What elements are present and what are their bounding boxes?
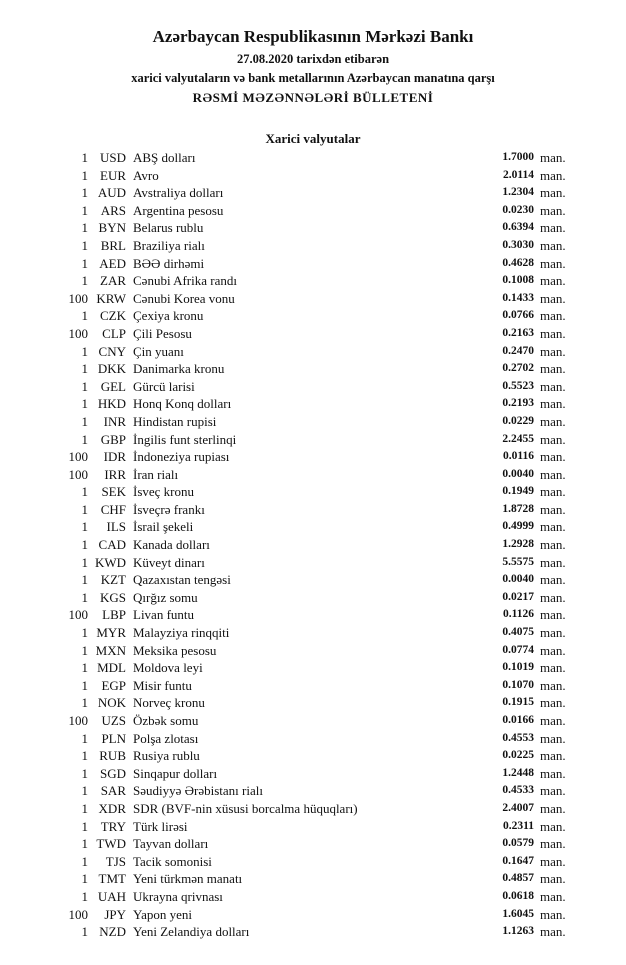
unit-cell: man. [540,290,566,306]
rate-cell: 0.4999 [502,520,534,533]
unit-cell: man. [540,748,566,764]
unit-cell: man. [540,695,566,711]
currency-code-cell: TJS [105,853,126,869]
rate-cell: 2.2455 [502,432,534,445]
table-row [0,378,626,396]
currency-name-cell: Hindistan rupisi [133,413,217,429]
currency-code-cell: IRR [104,466,126,482]
currency-name-cell: Səudiyyə Ərəbistanı rialı [133,783,263,799]
table-row [0,888,626,906]
table-row [0,360,626,378]
rate-cell: 0.5523 [502,379,534,392]
rate-cell: 1.2448 [502,766,534,779]
nominal-cell: 1 [81,748,88,764]
currency-name-cell: Malayziya rinqqiti [133,625,230,641]
currency-name-cell: İsveç kronu [133,484,195,500]
currency-name-cell: İsrail şekeli [133,519,194,535]
unit-cell: man. [540,255,566,271]
unit-cell: man. [540,273,566,289]
currency-name-cell: Polşa zlotası [133,730,199,746]
currency-code-cell: BRL [100,237,126,253]
unit-cell: man. [540,325,566,341]
unit-cell: man. [540,220,566,236]
currency-name-cell: Kanada dolları [133,537,210,553]
unit-cell: man. [540,818,566,834]
currency-code-cell: TMT [98,871,126,887]
currency-name-cell: Belarus rublu [133,220,204,236]
document-subtitle: xarici valyutaların və bank metallarının Azərbaycan manatına qarşı [131,71,495,85]
currency-code-cell: MDL [97,660,126,676]
currency-name-cell: Özbək somu [133,713,199,728]
rate-cell: 0.1433 [502,291,534,304]
currency-code-cell: IDR [103,449,126,465]
unit-cell: man. [540,519,566,535]
currency-code-cell: EGP [101,677,126,693]
unit-cell: man. [540,783,566,799]
unit-cell: man. [540,713,566,728]
rate-cell: 0.1915 [502,696,534,709]
nominal-cell: 1 [81,818,88,834]
section-title: Xarici valyutalar [265,131,361,146]
effective-date: 27.08.2020 tarixdən etibarən [236,52,390,66]
unit-cell: man. [540,572,566,588]
table-row [0,677,626,695]
table-row [0,325,626,343]
rate-cell: 1.8728 [502,502,534,515]
unit-cell: man. [540,554,566,570]
nominal-cell: 1 [81,185,88,201]
currency-code-cell: JPY [104,906,126,922]
nominal-cell: 1 [81,888,88,904]
table-row [0,536,626,554]
nominal-cell: 1 [81,677,88,693]
currency-name-cell: Yapon yeni [133,906,192,922]
currency-code-cell: USD [99,150,126,165]
rate-cell: 0.0618 [502,889,534,902]
rate-cell: 0.4628 [502,256,534,269]
bulletin-title: RƏSMİ MƏZƏNNƏLƏRİ BÜLLETENİ [192,90,434,105]
table-row [0,219,626,237]
unit-cell: man. [540,660,566,676]
unit-cell: man. [540,202,566,218]
currency-code-cell: RUB [99,748,126,764]
table-row [0,395,626,413]
currency-name-cell: Moldova leyi [133,660,203,676]
currency-name-cell: Norveç kronu [133,695,205,711]
currency-name-cell: Tayvan dolları [133,836,209,852]
unit-cell: man. [540,800,566,816]
nominal-cell: 1 [81,625,88,641]
currency-code-cell: CAD [98,537,126,553]
rate-cell: 0.4857 [502,872,534,885]
rate-cell: 0.0166 [502,714,534,726]
rate-cell: 0.0225 [502,749,534,762]
unit-cell: man. [540,308,566,324]
unit-cell: man. [540,185,566,201]
table-row [0,730,626,748]
currency-code-cell: EUR [100,167,126,183]
unit-cell: man. [540,537,566,553]
document-header [0,26,626,107]
rate-cell: 1.1263 [502,925,534,938]
currency-code-cell: SGD [99,765,126,781]
currency-name-cell: BƏƏ dirhəmi [133,255,205,271]
table-row [0,642,626,660]
currency-code-cell: AUD [97,185,126,201]
unit-cell: man. [540,906,566,922]
rate-cell: 0.0229 [502,414,534,427]
currency-name-cell: Cənubi Korea vonu [133,290,235,306]
currency-code-cell: MYR [96,625,126,641]
currency-code-cell: KGS [99,589,126,605]
currency-code-cell: LBP [102,607,126,623]
currency-code-cell: KZT [100,572,126,588]
table-row [0,518,626,536]
currency-name-cell: SDR (BVF-nin xüsusi borcalma hüquqları) [133,800,358,816]
bank-title: Azərbaycan Respublikasının Mərkəzi Bankı [152,27,474,46]
currency-code-cell: KWD [94,554,126,570]
rate-cell: 0.2163 [502,326,534,339]
currency-code-cell: KRW [96,290,126,306]
table-row [0,694,626,712]
rate-cell: 0.0579 [502,837,534,850]
currency-code-cell: DKK [97,361,126,377]
nominal-cell: 1 [81,202,88,218]
nominal-cell: 1 [81,484,88,500]
currency-code-cell: XDR [98,800,126,816]
rate-cell: 0.2702 [502,362,534,375]
table-row [0,167,626,185]
rate-cell: 0.1070 [502,678,534,691]
currency-code-cell: GEL [100,378,126,394]
currency-name-cell: Küveyt dinarı [133,554,205,570]
currency-name-cell: Braziliya rialı [133,237,205,253]
rate-cell: 0.2311 [503,819,534,832]
currency-code-cell: ARS [100,202,126,218]
currency-name-cell: İran rialı [133,466,179,482]
table-row [0,466,626,484]
nominal-cell: 1 [81,167,88,183]
unit-cell: man. [540,730,566,746]
currency-name-cell: Avro [133,167,159,183]
currency-name-cell: Meksika pesosu [133,642,217,658]
currency-name-cell: Avstraliya dolları [133,185,224,201]
currency-code-cell: INR [103,413,126,429]
table-row [0,483,626,501]
rate-cell: 0.4533 [502,784,534,797]
rate-cell: 0.4553 [502,731,534,744]
nominal-cell: 100 [68,906,88,922]
nominal-cell: 1 [81,765,88,781]
currency-code-cell: CZK [100,308,126,324]
currency-code-cell: HKD [97,396,126,412]
rate-cell: 0.2193 [502,397,534,410]
nominal-cell: 100 [68,713,88,728]
rate-cell: 0.1008 [502,274,534,287]
nominal-cell: 1 [81,220,88,236]
rate-cell: 1.7000 [502,151,534,163]
currency-name-cell: Livan funtu [133,607,195,623]
nominal-cell: 1 [81,431,88,447]
currency-code-cell: CNY [98,343,126,359]
rate-cell: 5.5575 [502,555,534,568]
unit-cell: man. [540,343,566,359]
currency-name-cell: Gürcü larisi [133,378,195,394]
currency-name-cell: İngilis funt sterlinqi [133,431,237,447]
currency-code-cell: SAR [100,783,126,799]
nominal-cell: 1 [81,396,88,412]
table-row [0,237,626,255]
unit-cell: man. [540,836,566,852]
rate-cell: 0.0217 [502,590,534,603]
currency-code-cell: GBP [100,431,126,447]
currency-code-cell: UAH [97,888,126,904]
table-row [0,747,626,765]
rate-cell: 0.0040 [502,467,534,480]
table-row [0,906,626,924]
currency-name-cell: Yeni türkmən manatı [133,871,243,887]
table-row [0,290,626,308]
nominal-cell: 100 [68,449,88,465]
rate-cell: 0.0774 [502,643,534,656]
unit-cell: man. [540,924,566,940]
nominal-cell: 1 [81,308,88,324]
rate-cell: 1.2928 [502,538,534,551]
rate-cell: 0.4075 [502,626,534,639]
table-row [0,149,626,167]
nominal-cell: 100 [68,466,88,482]
nominal-cell: 1 [81,871,88,887]
nominal-cell: 1 [81,695,88,711]
currency-name-cell: Danimarka kronu [133,361,225,377]
rate-cell: 1.2304 [502,186,534,199]
unit-cell: man. [540,607,566,623]
table-row [0,255,626,273]
unit-cell: man. [540,501,566,517]
currency-name-cell: Çexiya kronu [133,308,204,324]
nominal-cell: 1 [81,413,88,429]
currency-name-cell: Rusiya rublu [133,748,200,764]
table-row [0,184,626,202]
rate-cell: 0.2470 [502,344,534,357]
nominal-cell: 1 [81,361,88,377]
rate-cell: 2.4007 [502,801,534,814]
nominal-cell: 1 [81,519,88,535]
unit-cell: man. [540,765,566,781]
unit-cell: man. [540,150,566,165]
nominal-cell: 1 [81,783,88,799]
nominal-cell: 1 [81,150,88,165]
currency-name-cell: Qırğız somu [133,589,198,605]
nominal-cell: 1 [81,853,88,869]
currency-name-cell: Çili Pesosu [133,325,192,341]
table-row [0,202,626,220]
currency-code-cell: AED [99,255,126,271]
nominal-cell: 1 [81,589,88,605]
nominal-cell: 1 [81,800,88,816]
table-row [0,307,626,325]
table-row [0,782,626,800]
currency-code-cell: ILS [106,519,126,535]
currency-code-cell: PLN [101,730,126,746]
currency-name-cell: Honq Konq dolları [133,396,232,412]
unit-cell: man. [540,888,566,904]
nominal-cell: 1 [81,660,88,676]
exchange-rates-table [0,149,626,941]
currency-code-cell: SEK [101,484,126,500]
nominal-cell: 1 [81,273,88,289]
nominal-cell: 1 [81,537,88,553]
rate-cell: 0.0230 [502,203,534,216]
table-row [0,818,626,836]
currency-name-cell: Türk lirəsi [133,818,188,834]
currency-name-cell: ABŞ dolları [133,150,196,165]
currency-code-cell: ZAR [100,273,126,289]
currency-code-cell: UZS [101,713,126,728]
unit-cell: man. [540,449,566,465]
nominal-cell: 100 [68,607,88,623]
nominal-cell: 1 [81,572,88,588]
currency-code-cell: BYN [98,220,126,236]
table-row [0,431,626,449]
rate-cell: 2.0114 [503,168,534,181]
table-row [0,870,626,888]
currency-name-cell: Tacik somonisi [133,853,212,869]
rate-cell: 0.1949 [502,485,534,498]
unit-cell: man. [540,361,566,377]
unit-cell: man. [540,677,566,693]
table-row [0,923,626,941]
table-row [0,448,626,466]
unit-cell: man. [540,642,566,658]
unit-cell: man. [540,413,566,429]
unit-cell: man. [540,237,566,253]
table-row [0,765,626,783]
currency-name-cell: İndoneziya rupiası [133,449,230,465]
rate-cell: 0.0040 [502,573,534,586]
currency-code-cell: MXN [95,642,126,658]
unit-cell: man. [540,431,566,447]
table-row [0,554,626,572]
currency-code-cell: TRY [100,818,126,834]
unit-cell: man. [540,625,566,641]
unit-cell: man. [540,871,566,887]
table-row [0,835,626,853]
rate-cell: 0.1126 [503,608,534,621]
nominal-cell: 1 [81,642,88,658]
rate-cell: 0.6394 [502,221,534,234]
unit-cell: man. [540,466,566,482]
currency-code-cell: CHF [100,501,126,517]
table-row [0,589,626,607]
table-row [0,853,626,871]
currency-name-cell: Ukrayna qrivnası [133,888,223,904]
rate-cell: 0.1647 [502,854,534,867]
currency-name-cell: Çin yuanı [133,343,184,359]
unit-cell: man. [540,167,566,183]
currency-code-cell: NOK [97,695,126,711]
rate-cell: 0.0116 [503,450,534,463]
nominal-cell: 1 [81,343,88,359]
table-row [0,501,626,519]
table-row [0,659,626,677]
nominal-cell: 1 [81,255,88,271]
rate-cell: 0.1019 [502,661,534,674]
currency-name-cell: Qazaxıstan tengəsi [133,572,231,588]
table-row [0,571,626,589]
rate-cell: 0.0766 [502,309,534,322]
currency-name-cell: Cənubi Afrika randı [133,273,237,289]
nominal-cell: 1 [81,554,88,570]
nominal-cell: 1 [81,924,88,940]
table-row [0,272,626,290]
unit-cell: man. [540,378,566,394]
currency-name-cell: Sinqapur dolları [133,765,218,781]
rate-cell: 0.3030 [502,238,534,251]
unit-cell: man. [540,396,566,412]
nominal-cell: 1 [81,836,88,852]
unit-cell: man. [540,484,566,500]
nominal-cell: 1 [81,501,88,517]
table-row [0,343,626,361]
unit-cell: man. [540,589,566,605]
nominal-cell: 100 [68,290,88,306]
rate-cell: 1.6045 [502,907,534,920]
currency-name-cell: Argentina pesosu [133,202,224,218]
currency-code-cell: NZD [99,924,126,940]
nominal-cell: 1 [81,378,88,394]
table-row [0,606,626,624]
currency-name-cell: Misir funtu [133,677,192,693]
table-row [0,413,626,431]
currency-code-cell: CLP [102,325,126,341]
currency-code-cell: TWD [96,836,126,852]
currency-name-cell: İsveçrə frankı [133,501,205,517]
table-row [0,712,626,730]
table-row [0,800,626,818]
currency-name-cell: Yeni Zelandiya dolları [133,924,250,940]
table-row [0,624,626,642]
nominal-cell: 100 [68,325,88,341]
unit-cell: man. [540,853,566,869]
nominal-cell: 1 [81,237,88,253]
nominal-cell: 1 [81,730,88,746]
